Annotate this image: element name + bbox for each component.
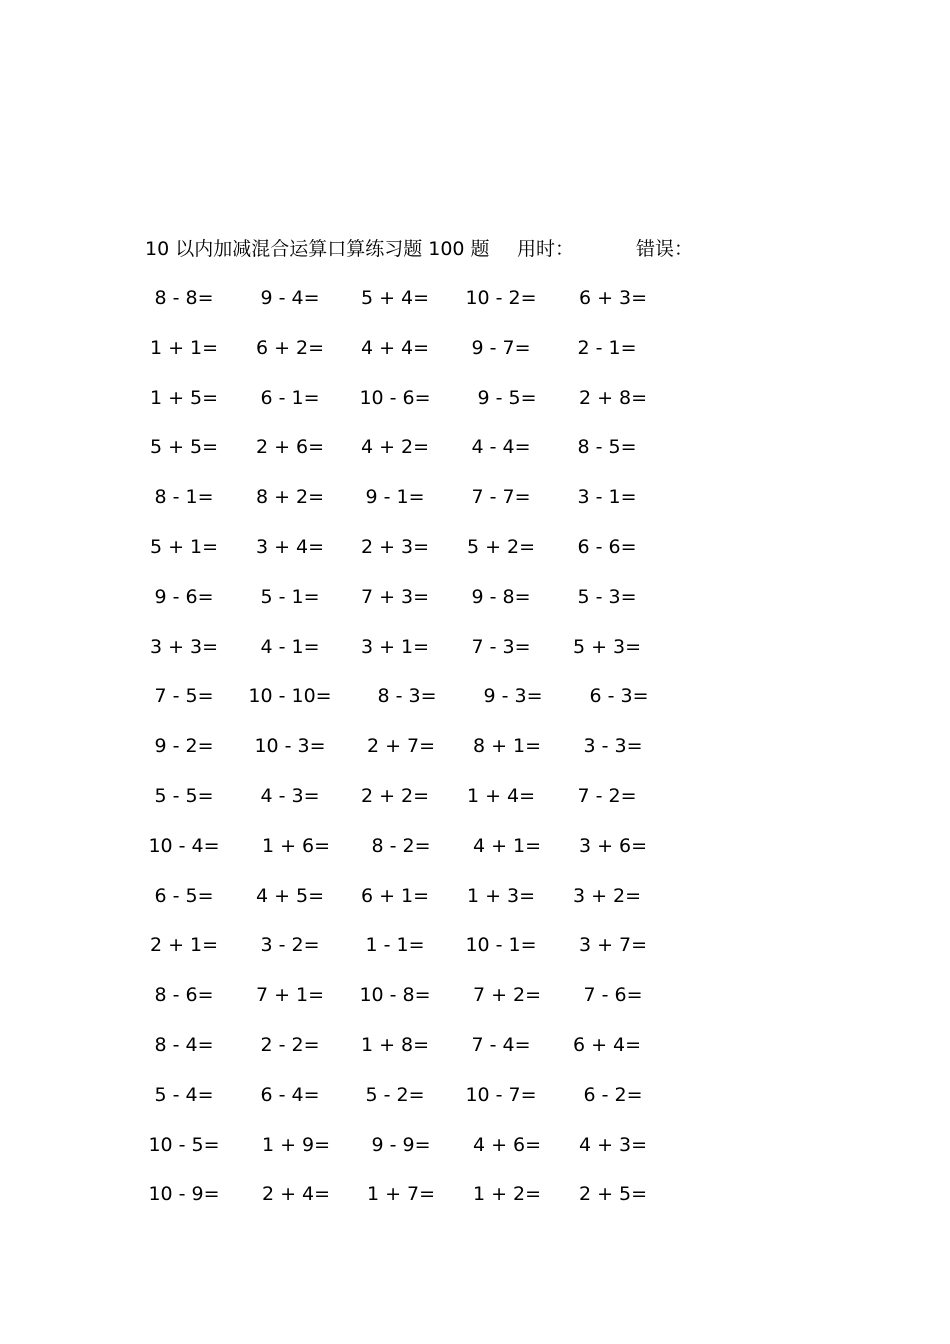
- math-problem: 10 - 1=: [465, 934, 537, 957]
- math-problem: 5 - 1=: [260, 585, 320, 608]
- math-problem: 10 - 2=: [465, 287, 537, 309]
- math-problem: 2 + 3=: [360, 536, 430, 558]
- math-problem: 2 + 1=: [149, 934, 219, 957]
- math-problem: 5 - 3=: [577, 585, 637, 608]
- time-used-label: 用时：: [517, 238, 575, 260]
- math-problem: 5 - 4=: [154, 1083, 214, 1106]
- math-problem: 9 - 5=: [477, 386, 537, 409]
- errors-label: 错误：: [636, 238, 694, 260]
- math-problem: 1 + 7=: [366, 1183, 436, 1206]
- math-problem: 3 - 2=: [260, 934, 320, 957]
- math-problem: 4 + 3=: [578, 1133, 648, 1156]
- math-problem: 6 + 2=: [255, 336, 325, 359]
- math-problem: 8 - 1=: [154, 486, 214, 509]
- math-problem: 9 - 9=: [371, 1133, 431, 1156]
- math-problem: 8 - 3=: [377, 685, 437, 708]
- math-problem: 7 - 6=: [583, 984, 643, 1007]
- math-problem: 5 + 3=: [572, 635, 642, 658]
- math-problem: 4 + 2=: [360, 436, 430, 459]
- math-problem: 5 - 5=: [154, 785, 214, 807]
- math-problem: 10 - 4=: [148, 834, 220, 857]
- math-problem: 7 - 4=: [471, 1034, 531, 1056]
- math-problem: 4 + 6=: [472, 1133, 542, 1156]
- math-problem: 8 - 5=: [577, 436, 637, 459]
- math-problem: 2 + 5=: [578, 1183, 648, 1206]
- math-problem: 8 + 1=: [472, 735, 542, 758]
- math-problem: 1 + 3=: [466, 884, 536, 907]
- math-problem: 2 + 6=: [255, 436, 325, 459]
- math-problem: 2 + 8=: [578, 386, 648, 409]
- math-problem: 6 + 3=: [578, 287, 648, 309]
- math-problem: 10 - 10=: [248, 685, 332, 708]
- math-problem: 1 + 4=: [466, 785, 536, 807]
- math-problem: 3 + 3=: [149, 635, 219, 658]
- math-problem: 7 - 3=: [471, 635, 531, 658]
- math-problem: 10 - 7=: [465, 1083, 537, 1106]
- math-problem: 6 - 6=: [577, 536, 637, 558]
- math-problem: 2 + 4=: [261, 1183, 331, 1206]
- math-problem: 6 - 2=: [583, 1083, 643, 1106]
- math-problem: 3 - 3=: [583, 735, 643, 758]
- math-problem: 1 + 5=: [149, 386, 219, 409]
- math-problem: 3 + 6=: [578, 834, 648, 857]
- math-problem: 10 - 3=: [254, 735, 326, 758]
- math-problem: 5 + 4=: [360, 287, 430, 309]
- math-problem: 7 + 3=: [360, 585, 430, 608]
- math-problem: 1 + 2=: [472, 1183, 542, 1206]
- math-problem: 5 - 2=: [365, 1083, 425, 1106]
- math-problem: 8 - 2=: [371, 834, 431, 857]
- math-problem: 3 + 7=: [578, 934, 648, 957]
- math-problem: 4 - 4=: [471, 436, 531, 459]
- math-problem: 1 + 9=: [261, 1133, 331, 1156]
- math-problem: 9 - 2=: [154, 735, 214, 758]
- math-problem: 6 - 5=: [154, 884, 214, 907]
- math-problem: 8 - 4=: [154, 1034, 214, 1056]
- math-problem: 4 + 1=: [472, 834, 542, 857]
- math-problem: 9 - 1=: [365, 486, 425, 509]
- math-problem: 3 + 2=: [572, 884, 642, 907]
- math-problem: 2 + 7=: [366, 735, 436, 758]
- math-problem: 3 - 1=: [577, 486, 637, 509]
- math-problem: 6 - 1=: [260, 386, 320, 409]
- math-problem: 8 - 6=: [154, 984, 214, 1007]
- math-problem: 4 - 1=: [260, 635, 320, 658]
- math-problem: 7 + 1=: [255, 984, 325, 1007]
- math-problem: 9 - 7=: [471, 336, 531, 359]
- math-problem: 7 - 7=: [471, 486, 531, 509]
- worksheet-title: 10 以内加减混合运算口算练习题 100 题: [145, 238, 490, 260]
- math-problem: 9 - 3=: [483, 685, 543, 708]
- math-problem: 6 + 4=: [572, 1034, 642, 1056]
- math-problem: 1 + 8=: [360, 1034, 430, 1056]
- math-problem: 3 + 1=: [360, 635, 430, 658]
- math-problem: 1 + 1=: [149, 336, 219, 359]
- math-problem: 10 - 8=: [359, 984, 431, 1007]
- math-problem: 6 - 3=: [589, 685, 649, 708]
- math-problem: 6 - 4=: [260, 1083, 320, 1106]
- math-problem: 9 - 8=: [471, 585, 531, 608]
- math-problem: 10 - 9=: [148, 1183, 220, 1206]
- math-problem: 2 + 2=: [360, 785, 430, 807]
- math-problem: 5 + 2=: [466, 536, 536, 558]
- math-problem: 4 + 5=: [255, 884, 325, 907]
- math-problem: 5 + 5=: [149, 436, 219, 459]
- math-problem: 10 - 6=: [359, 386, 431, 409]
- math-problem: 10 - 5=: [148, 1133, 220, 1156]
- math-problem: 7 + 2=: [472, 984, 542, 1007]
- math-problem: 6 + 1=: [360, 884, 430, 907]
- math-problem: 1 - 1=: [365, 934, 425, 957]
- math-problem: 9 - 6=: [154, 585, 214, 608]
- math-problem: 8 - 8=: [154, 287, 214, 309]
- math-problem: 4 - 3=: [260, 785, 320, 807]
- math-problem: 8 + 2=: [255, 486, 325, 509]
- math-problem: 3 + 4=: [255, 536, 325, 558]
- math-problem: 7 - 2=: [577, 785, 637, 807]
- math-problem: 5 + 1=: [149, 536, 219, 558]
- math-problem: 4 + 4=: [360, 336, 430, 359]
- math-problem: 2 - 1=: [577, 336, 637, 359]
- math-problem: 2 - 2=: [260, 1034, 320, 1056]
- math-problem: 7 - 5=: [154, 685, 214, 708]
- math-problem: 1 + 6=: [261, 834, 331, 857]
- math-problem: 9 - 4=: [260, 287, 320, 309]
